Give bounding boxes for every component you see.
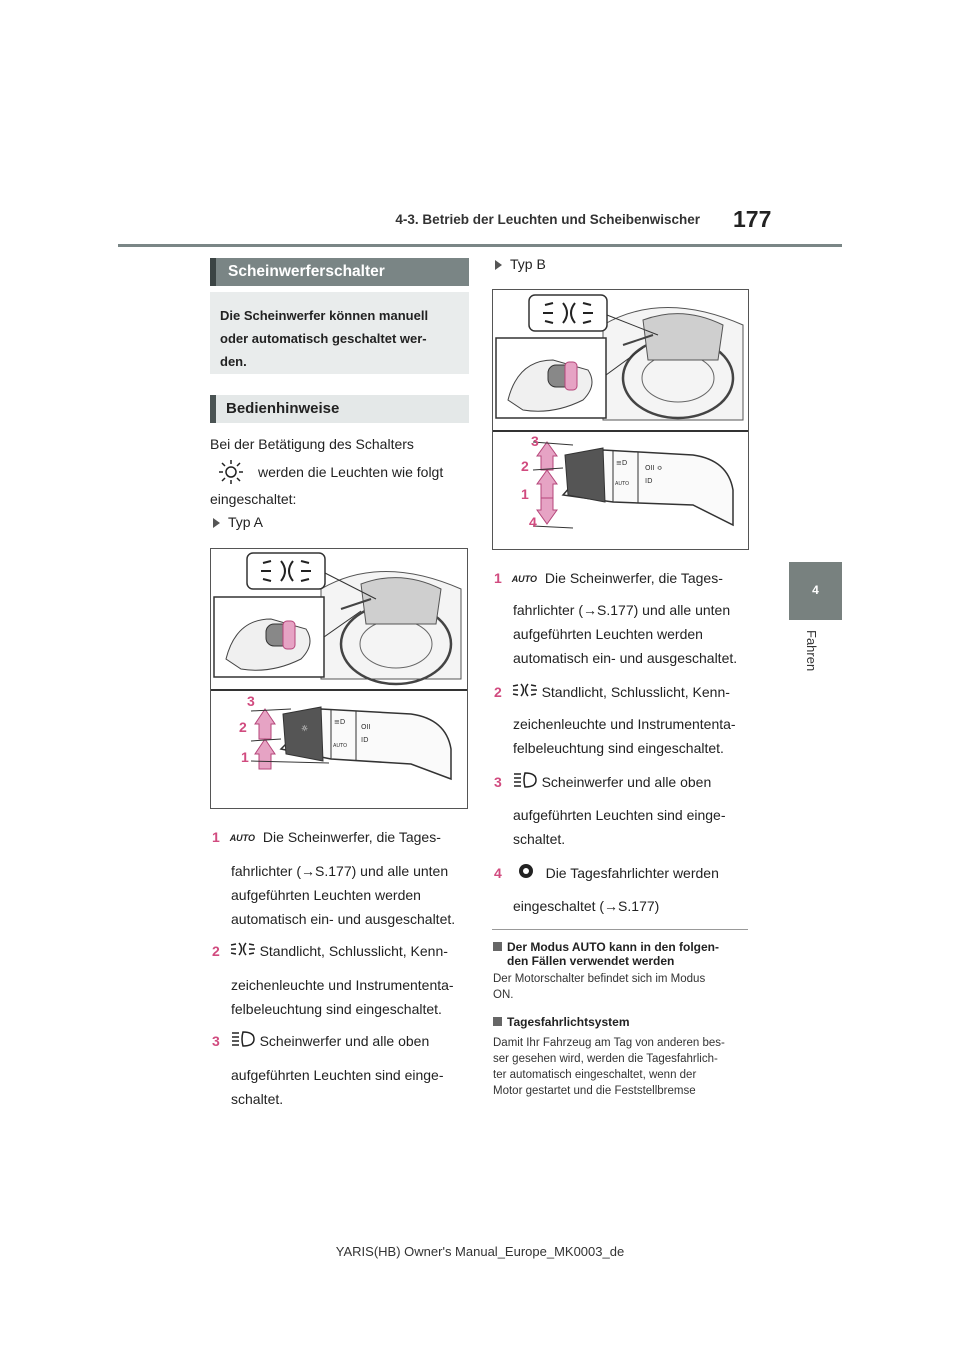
page-number: 177 [733,206,772,232]
note-heading: den Fällen verwendet werden [507,954,675,968]
figure-label: 3 [531,433,539,449]
item-text: eingeschaltet (→S.177) [513,898,660,914]
svg-text:≡D: ≡D [616,459,628,467]
figure-label: 3 [247,693,255,709]
note-block [493,1015,753,1099]
figure-label: 4 [529,514,537,530]
chapter-tab-number: 4 [789,562,842,620]
auto-icon: AUTO [229,833,256,844]
item-text: aufgeführten Leuchten sind einge- [513,807,726,823]
note-text: ser gesehen wird, werden die Tagesfahrlich- [493,1053,718,1065]
figure-label: 1 [521,486,529,502]
figure-label: 2 [521,458,529,474]
item-text: zeichenleuchte und Instrumententa- [231,977,454,993]
note-heading: Tagesfahrlichtsystem [493,1015,753,1029]
item-text: fahrlichter (→S.177) und alle unten [231,863,449,879]
parking-lights-icon [230,941,256,963]
item-text: schaltet. [513,831,566,847]
section-heading: Bedienhinweise [210,395,469,423]
intro-box [210,292,469,374]
note-divider [492,929,748,930]
svg-text:☼: ☼ [301,724,309,733]
square-bullet-icon [493,1017,502,1026]
item-number: 3 [494,774,502,790]
item-text: felbeleuchtung sind eingeschaltet. [231,1001,442,1017]
note-text: Der Motorschalter befindet sich im Modus [493,973,706,985]
headlight-switch-illustration-a [211,549,467,808]
item-text: Die Tagesfahrlichter werden [545,865,719,881]
intro-line: den. [220,354,247,369]
headlight-icon [512,771,538,795]
intro-line: oder automatisch geschaltet wer- [220,331,427,346]
item-number: 3 [212,1033,220,1049]
square-bullet-icon [493,942,502,951]
note-text: ON. [493,989,514,1001]
item-text: Scheinwerfer und alle oben [259,1033,430,1049]
off-icon [516,862,536,886]
item-text: aufgeführten Leuchten sind einge- [231,1067,444,1083]
note-text: ter automatisch eingeschaltet, wenn der [493,1069,697,1081]
type-a-label [213,514,263,530]
type-b-label [495,256,546,272]
list-item [494,681,730,704]
item-text: Die Scheinwerfer, die Tages- [262,829,441,845]
svg-text:ID: ID [361,736,369,744]
note-text: Motor gestartet und die Feststellbremse [493,1085,696,1097]
operation-text-line: Bei der Betätigung des Schalters [210,436,414,452]
list-item [494,567,723,590]
item-number: 1 [494,570,502,586]
svg-text:≡D: ≡D [334,718,346,726]
item-number: 2 [212,943,220,959]
item-text: Standlicht, Schlusslicht, Kenn- [541,684,730,700]
item-text: Standlicht, Schlusslicht, Kenn- [259,943,448,959]
figure-type-b [492,289,749,550]
list-item [494,771,711,795]
figure-type-a [210,548,468,809]
triangle-bullet-icon [213,518,220,528]
operation-text-line: werden die Leuchten wie folgt [258,464,444,480]
list-item [212,826,472,849]
operation-text-line: eingeschaltet: [210,491,297,507]
figure-label: 2 [239,719,247,735]
list-item [212,940,448,963]
item-number: 4 [494,865,502,881]
item-number: 2 [494,684,502,700]
auto-icon: AUTO [511,574,538,585]
footer: YARIS(HB) Owner's Manual_Europe_MK0003_de [335,1244,625,1259]
figure-label: 1 [241,749,249,765]
headlight-switch-illustration-b [493,290,748,549]
triangle-bullet-icon [495,260,502,270]
note-text: Damit Ihr Fahrzeug am Tag von anderen bes- [493,1037,725,1049]
header-rule [118,244,842,247]
item-text: fahrlichter (→S.177) und alle unten [513,602,731,618]
note-block [493,940,753,1003]
svg-text:OII: OII [361,723,371,731]
item-number: 1 [212,829,220,845]
item-text: automatisch ein- und ausgeschaltet. [231,911,456,927]
item-text: aufgeführten Leuchten werden [513,626,703,642]
type-a-text: Typ A [228,514,264,530]
note-heading: Der Modus AUTO kann in den folgen- [493,940,753,954]
item-text: zeichenleuchte und Instrumententa- [513,716,736,732]
light-switch-icon [218,459,244,490]
parking-lights-icon [512,682,538,704]
type-b-text: Typ B [510,256,546,272]
svg-text:AUTO: AUTO [615,481,630,487]
item-text: aufgeführten Leuchten werden [231,887,421,903]
item-text: automatisch ein- und ausgeschaltet. [513,650,738,666]
svg-text:ID: ID [645,477,653,485]
page-title: Scheinwerferschalter [210,258,469,286]
running-header: 4-3. Betrieb der Leuchten und Scheibenwischer [395,212,700,227]
chapter-label-text: Fahren [804,630,819,672]
svg-text:AUTO: AUTO [333,743,348,749]
intro-line: Die Scheinwerfer können manuell [220,308,429,323]
headlight-icon [230,1030,256,1054]
list-item [494,862,719,886]
list-item [212,1030,429,1054]
item-text: schaltet. [231,1091,284,1107]
svg-text:OII ≎: OII ≎ [645,464,663,472]
item-text: felbeleuchtung sind eingeschaltet. [513,740,724,756]
item-text: Scheinwerfer und alle oben [541,774,712,790]
item-text: Die Scheinwerfer, die Tages- [544,570,723,586]
chapter-tab-label [803,628,823,698]
